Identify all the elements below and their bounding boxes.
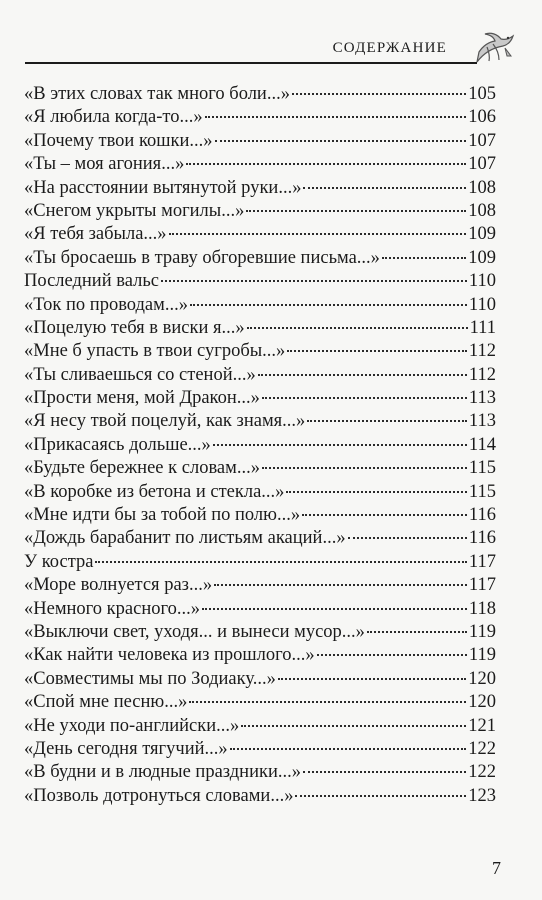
page-header bbox=[25, 26, 517, 66]
toc-entry bbox=[24, 247, 496, 270]
toc-entry bbox=[24, 668, 496, 691]
toc-entry bbox=[24, 691, 496, 714]
toc-entry bbox=[24, 410, 496, 433]
toc-entry-title: «Не уходи по-английски...» bbox=[24, 715, 240, 736]
toc-entry-page: 116 bbox=[468, 528, 496, 549]
toc-entry bbox=[24, 177, 496, 200]
toc-entry-title: «Мне идти бы за тобой по полю...» bbox=[24, 505, 301, 526]
toc-entry bbox=[24, 504, 496, 527]
toc-entry-page: 115 bbox=[468, 458, 496, 479]
toc-entry-title: «Я несу твой поцелуй, как знамя...» bbox=[24, 411, 306, 432]
toc-entry-page: 110 bbox=[468, 294, 496, 315]
toc-entry-title: «В будни и в людные праздники...» bbox=[24, 762, 301, 783]
toc-entry-title: У костра bbox=[24, 551, 94, 572]
toc-entry-title: «Выключи свет, уходя... и вынеси мусор...» bbox=[24, 621, 365, 642]
toc-entry-title: «Море волнуется раз...» bbox=[24, 575, 213, 596]
toc-entry-title: «Мне б упасть в твои сугробы...» bbox=[24, 341, 286, 362]
toc-entry-page: 118 bbox=[468, 598, 496, 619]
toc-entry-page: 115 bbox=[468, 481, 496, 502]
toc-entry-page: 120 bbox=[468, 668, 496, 689]
toc-entry bbox=[24, 434, 496, 457]
table-of-contents bbox=[24, 83, 496, 808]
toc-entry-page: 119 bbox=[468, 645, 496, 666]
toc-dot-leader bbox=[214, 583, 467, 586]
toc-entry-title: «Спой мне песню...» bbox=[24, 692, 188, 713]
toc-entry-title: «Совместимы мы по Зодиаку...» bbox=[24, 668, 276, 689]
toc-entry bbox=[24, 574, 496, 597]
toc-entry bbox=[24, 715, 496, 738]
toc-entry-page: 117 bbox=[468, 575, 496, 596]
toc-dot-leader bbox=[258, 373, 467, 376]
toc-entry-title: «В коробке из бетона и стекла...» bbox=[24, 481, 285, 502]
toc-entry bbox=[24, 481, 496, 504]
toc-entry bbox=[24, 785, 496, 808]
toc-entry bbox=[24, 527, 496, 550]
toc-dot-leader bbox=[348, 536, 467, 539]
toc-entry-page: 106 bbox=[468, 107, 496, 128]
toc-entry-title: «Как найти человека из прошлого...» bbox=[24, 645, 315, 666]
toc-entry bbox=[24, 106, 496, 129]
toc-entry bbox=[24, 130, 496, 153]
toc-entry bbox=[24, 598, 496, 621]
toc-entry-title: «Почему твои кошки...» bbox=[24, 130, 213, 151]
toc-entry-title: «Я тебя забыла...» bbox=[24, 224, 167, 245]
toc-dot-leader bbox=[169, 232, 467, 235]
toc-entry-page: 109 bbox=[468, 247, 496, 268]
toc-dot-leader bbox=[230, 747, 467, 750]
toc-entry-title: Последний вальс bbox=[24, 271, 159, 292]
toc-entry-page: 108 bbox=[468, 177, 496, 198]
toc-dot-leader bbox=[287, 349, 467, 352]
toc-entry bbox=[24, 621, 496, 644]
toc-entry-title: «Ты бросаешь в траву обгоревшие письма...» bbox=[24, 247, 380, 268]
toc-entry-page: 113 bbox=[468, 388, 496, 409]
toc-entry-title: «Дождь барабанит по листьям акаций...» bbox=[24, 528, 346, 549]
toc-entry-title: «Позволь дотронуться словами...» bbox=[24, 785, 294, 806]
toc-dot-leader bbox=[303, 770, 466, 773]
toc-dot-leader bbox=[302, 513, 467, 516]
toc-dot-leader bbox=[213, 443, 467, 446]
toc-entry bbox=[24, 270, 496, 293]
toc-entry bbox=[24, 83, 496, 106]
header-rule bbox=[25, 62, 477, 64]
toc-dot-leader bbox=[286, 490, 467, 493]
toc-entry bbox=[24, 457, 496, 480]
toc-dot-leader bbox=[382, 256, 466, 259]
toc-entry bbox=[24, 761, 496, 784]
toc-entry-title: «День сегодня тягучий...» bbox=[24, 738, 228, 759]
toc-dot-leader bbox=[247, 326, 468, 329]
toc-entry-page: 107 bbox=[468, 154, 496, 175]
toc-dot-leader bbox=[303, 186, 466, 189]
toc-entry-title: «Немного красного...» bbox=[24, 598, 200, 619]
toc-entry-title: «Прости меня, мой Дракон...» bbox=[24, 388, 260, 409]
toc-entry-page: 111 bbox=[469, 317, 496, 338]
toc-entry-title: «Ты – моя агония...» bbox=[24, 154, 185, 175]
toc-entry bbox=[24, 551, 496, 574]
toc-entry-page: 113 bbox=[468, 411, 496, 432]
toc-entry-title: «На расстоянии вытянутой руки...» bbox=[24, 177, 302, 198]
toc-entry-title: «Ток по проводам...» bbox=[24, 294, 188, 315]
toc-entry-page: 123 bbox=[468, 785, 496, 806]
toc-entry-page: 105 bbox=[468, 84, 496, 104]
toc-dot-leader bbox=[202, 607, 467, 610]
toc-dot-leader bbox=[189, 700, 466, 703]
toc-dot-leader bbox=[367, 630, 467, 633]
page-number: 7 bbox=[492, 858, 501, 878]
toc-entry-page: 108 bbox=[468, 200, 496, 221]
toc-dot-leader bbox=[295, 794, 466, 797]
toc-entry-page: 110 bbox=[468, 271, 496, 292]
toc-entry bbox=[24, 223, 496, 246]
toc-entry bbox=[24, 387, 496, 410]
toc-entry-title: «Поцелую тебя в виски я...» bbox=[24, 317, 245, 338]
toc-dot-leader bbox=[215, 139, 467, 142]
toc-entry-title: «Снегом укрыты могилы...» bbox=[24, 200, 245, 221]
dragon-emblem-icon bbox=[469, 26, 517, 70]
toc-entry bbox=[24, 200, 496, 223]
toc-dot-leader bbox=[161, 279, 467, 282]
toc-dot-leader bbox=[246, 209, 466, 212]
section-title: СОДЕРЖАНИЕ bbox=[332, 40, 447, 56]
toc-entry bbox=[24, 153, 496, 176]
toc-entry bbox=[24, 340, 496, 363]
toc-dot-leader bbox=[317, 653, 467, 656]
toc-entry bbox=[24, 317, 496, 340]
toc-entry-title: «Прикасаясь дольше...» bbox=[24, 434, 211, 455]
toc-entry-title: «Ты сливаешься со стеной...» bbox=[24, 364, 256, 385]
toc-dot-leader bbox=[186, 162, 466, 165]
toc-entry-page: 120 bbox=[468, 692, 496, 713]
toc-entry-title: «Я любила когда-то...» bbox=[24, 107, 203, 128]
toc-entry bbox=[24, 294, 496, 317]
toc-dot-leader bbox=[205, 115, 467, 118]
toc-dot-leader bbox=[241, 724, 466, 727]
toc-dot-leader bbox=[190, 303, 467, 306]
toc-dot-leader bbox=[307, 419, 467, 422]
toc-dot-leader bbox=[262, 396, 467, 399]
toc-dot-leader bbox=[278, 677, 466, 680]
toc-entry-page: 116 bbox=[468, 505, 496, 526]
toc-entry-page: 121 bbox=[468, 715, 496, 736]
toc-entry-page: 119 bbox=[468, 621, 496, 642]
toc-entry bbox=[24, 738, 496, 761]
toc-entry-title: «В этих словах так много боли...» bbox=[24, 84, 290, 104]
toc-dot-leader bbox=[95, 560, 466, 563]
toc-entry-page: 109 bbox=[468, 224, 496, 245]
toc-entry-page: 107 bbox=[468, 130, 496, 151]
toc-entry-page: 112 bbox=[468, 341, 496, 362]
toc-entry bbox=[24, 364, 496, 387]
toc-entry-title: «Будьте бережнее к словам...» bbox=[24, 458, 260, 479]
toc-dot-leader bbox=[292, 92, 466, 95]
toc-entry-page: 117 bbox=[468, 551, 496, 572]
toc-entry-page: 114 bbox=[468, 434, 496, 455]
toc-entry-page: 122 bbox=[468, 762, 496, 783]
toc-entry bbox=[24, 644, 496, 667]
toc-dot-leader bbox=[262, 466, 467, 469]
toc-entry-page: 122 bbox=[468, 738, 496, 759]
toc-entry-page: 112 bbox=[468, 364, 496, 385]
